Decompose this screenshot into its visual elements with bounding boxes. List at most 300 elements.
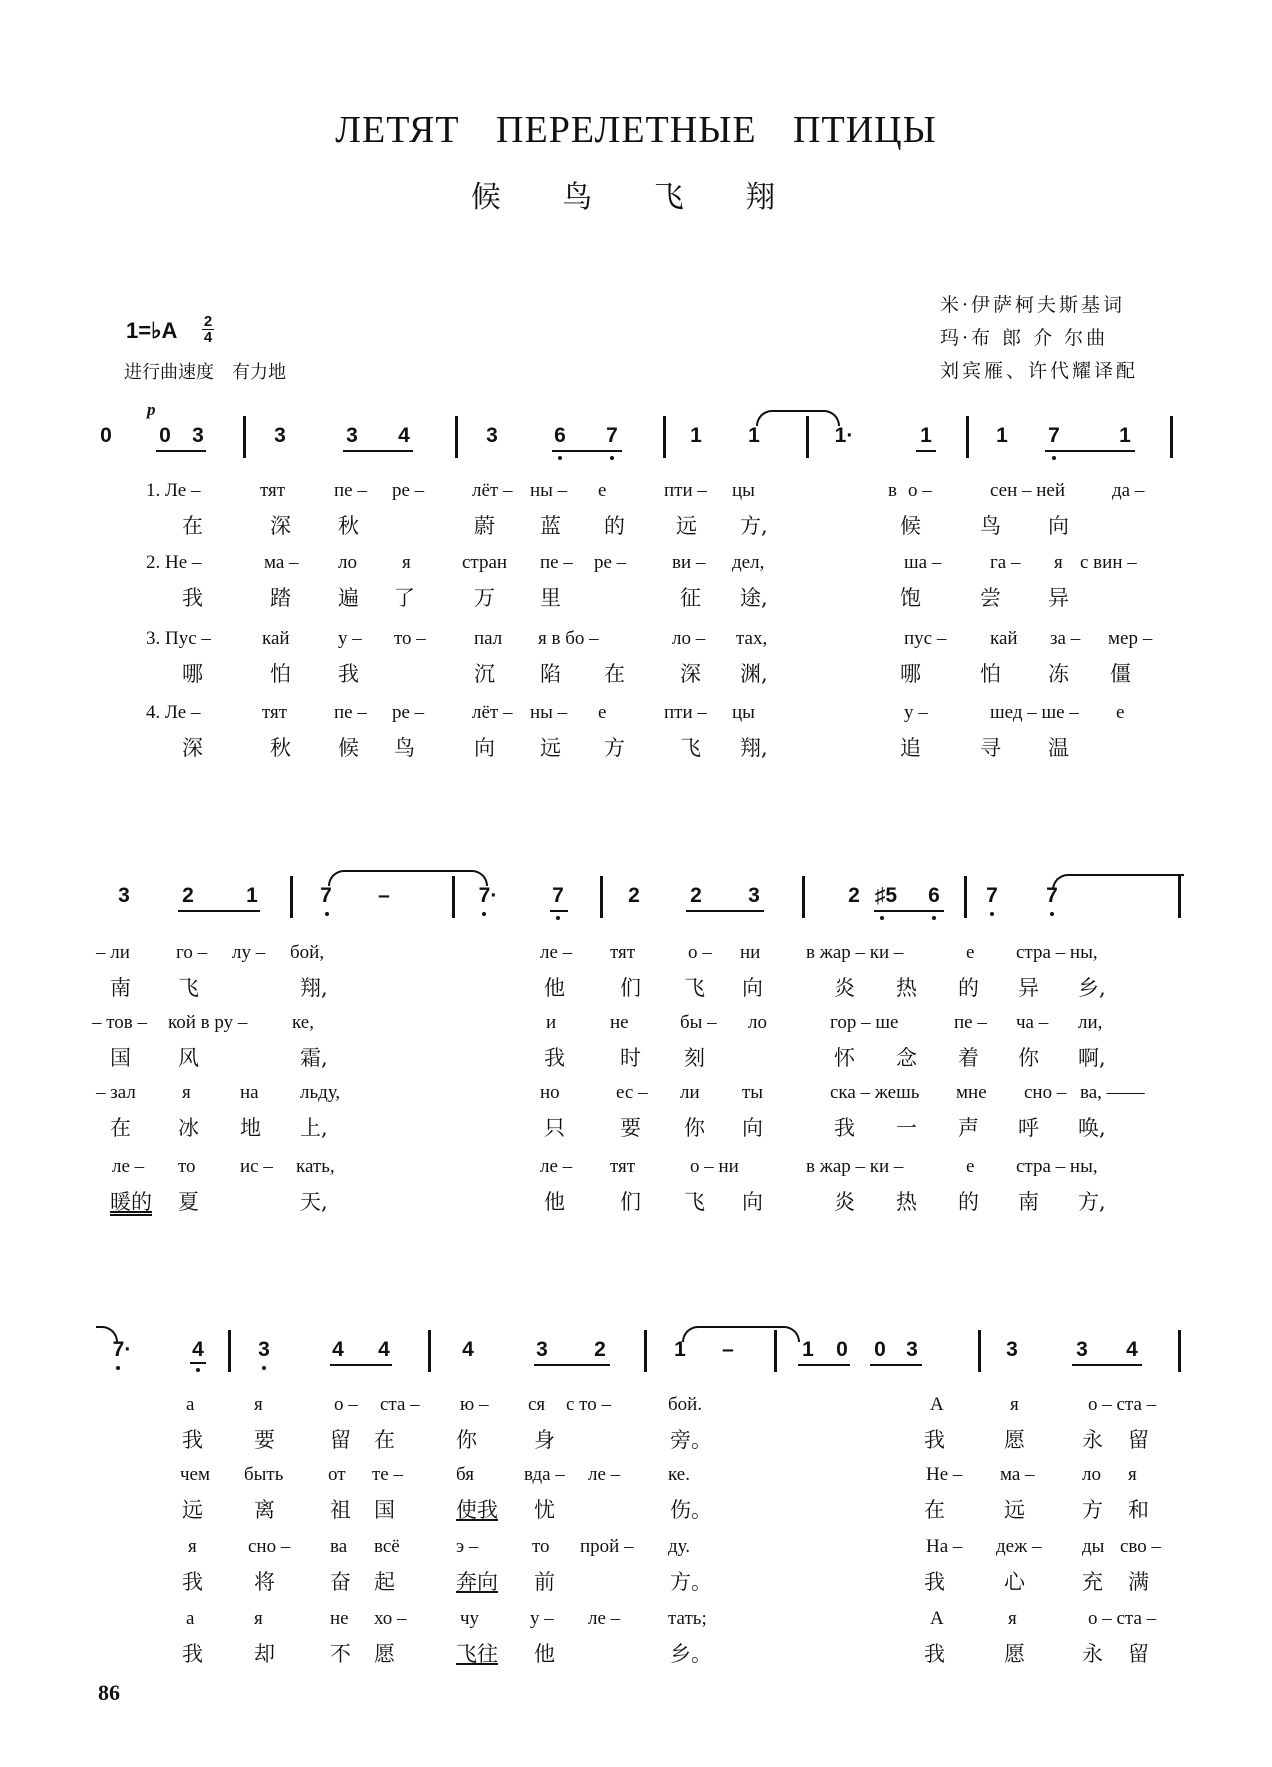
lyric-zh: 冻 xyxy=(1048,662,1069,686)
lower-octave-dot xyxy=(558,456,562,460)
lyric-ru: – ли xyxy=(96,942,130,963)
lyric-zh: 热 xyxy=(896,1190,917,1214)
lyric-zh: 我 xyxy=(182,1642,203,1666)
lyric-zh: 我 xyxy=(834,1116,855,1140)
note: 3 xyxy=(1076,1338,1088,1361)
translator-credit: 刘宾雁、许代耀译配 xyxy=(940,360,1139,382)
barline xyxy=(644,1330,647,1372)
note: 7· xyxy=(478,884,498,907)
barline xyxy=(600,876,603,918)
lyric-zh: 充 xyxy=(1082,1570,1103,1594)
lyric-ru: ша – xyxy=(904,552,942,573)
lyric-ru: мер – xyxy=(1108,628,1153,649)
barline xyxy=(1178,1330,1181,1372)
lyric-zh: 风 xyxy=(178,1046,199,1070)
beam xyxy=(874,910,944,912)
page-number: 86 xyxy=(98,1680,120,1705)
lyric-ru: быть xyxy=(244,1464,284,1485)
lyric-ru: то xyxy=(178,1156,196,1177)
note: 3 xyxy=(486,424,498,447)
lyric-ru: ли, xyxy=(1078,1012,1103,1033)
lyric-ru: сен – ней xyxy=(990,480,1066,501)
barline xyxy=(964,876,967,918)
lyric-ru: э – xyxy=(456,1536,479,1557)
lyric-zh: 却 xyxy=(254,1642,275,1666)
tie xyxy=(682,1326,800,1342)
lyric-ru: ска – жешь xyxy=(830,1082,920,1103)
lyric-ru: лёт – xyxy=(472,702,513,723)
lyric-ru: ло xyxy=(748,1012,767,1033)
lyric-zh: 远 xyxy=(540,736,561,760)
tie xyxy=(328,870,488,886)
lower-octave-dot xyxy=(932,916,936,920)
lyric-ru: я xyxy=(402,552,411,573)
lyric-ru: то xyxy=(532,1536,550,1557)
lyric-ru: а xyxy=(186,1608,195,1629)
lyric-ru: а xyxy=(186,1394,195,1415)
lyric-zh: 向 xyxy=(742,1116,763,1140)
lyric-zh: 深 xyxy=(270,514,291,538)
note: 3 xyxy=(1006,1338,1018,1361)
lyric-zh: 哪 xyxy=(182,662,203,686)
lyric-zh: 饱 xyxy=(900,586,921,610)
lyric-zh: 永 xyxy=(1082,1642,1103,1666)
lyric-ru: ты xyxy=(742,1082,764,1103)
lower-octave-dot xyxy=(1050,912,1054,916)
beam xyxy=(1045,450,1135,452)
lyric-ru: ду. xyxy=(668,1536,691,1557)
beam xyxy=(550,910,568,912)
note: 4 xyxy=(192,1338,204,1361)
lyric-zh: 在 xyxy=(110,1116,131,1140)
lyric-zh: 陷 xyxy=(540,662,561,686)
lyric-zh: 国 xyxy=(374,1498,395,1522)
lyric-zh: 着 xyxy=(958,1046,979,1070)
lyric-ru: тят xyxy=(610,1156,636,1177)
lyric-ru: тят xyxy=(610,942,636,963)
lyric-zh: 你 xyxy=(1018,1046,1039,1070)
key-signature: 1=♭A xyxy=(126,318,178,343)
lyric-ru: ни xyxy=(740,942,761,963)
lyric-ru: не xyxy=(610,1012,629,1033)
lyric-ru: у – xyxy=(904,702,928,723)
lyric-ru: ны – xyxy=(530,480,568,501)
lyric-zh: 我 xyxy=(924,1428,945,1452)
lyric-zh: 向 xyxy=(742,1190,763,1214)
lyric-ru: пе – xyxy=(334,480,367,501)
lyric-zh: 要 xyxy=(620,1116,641,1140)
note: 7 xyxy=(1048,424,1060,447)
lyric-zh: 伤。 xyxy=(670,1498,712,1522)
lyric-ru: – зал xyxy=(96,1082,136,1103)
lyric-ru: пус – xyxy=(904,628,947,649)
lyric-ru: дел, xyxy=(732,552,765,573)
lyric-ru: ви – xyxy=(672,552,706,573)
lyric-ru: ке, xyxy=(292,1012,314,1033)
lyric-zh: 地 xyxy=(240,1116,261,1140)
lyric-zh: 方。 xyxy=(670,1570,712,1594)
lyric-zh: 永 xyxy=(1082,1428,1103,1452)
lyric-ru: А xyxy=(930,1608,944,1629)
beam xyxy=(534,1364,610,1366)
lyric-zh: 他 xyxy=(544,976,565,1000)
lyric-ru: с то – xyxy=(566,1394,611,1415)
lyric-zh: 渊, xyxy=(740,662,768,686)
lyric-ru: бой. xyxy=(668,1394,703,1415)
barline xyxy=(243,416,246,458)
note: 0 xyxy=(100,424,112,447)
barline xyxy=(802,876,805,918)
lyric-ru: с вин – xyxy=(1080,552,1137,573)
lyric-zh: 愿 xyxy=(1004,1428,1025,1452)
lyric-zh: 起 xyxy=(374,1570,395,1594)
lyric-zh: 向 xyxy=(1048,514,1069,538)
lyric-zh: 声 xyxy=(958,1116,979,1140)
lyric-ru: не xyxy=(330,1608,349,1629)
lyric-ru: те – xyxy=(372,1464,403,1485)
lyric-zh: 愿 xyxy=(1004,1642,1025,1666)
beam xyxy=(916,450,936,452)
lyric-zh: 秋 xyxy=(338,514,359,538)
composer-credit: 玛·布 郎 介 尔曲 xyxy=(940,327,1109,349)
lyric-zh: 追 xyxy=(900,736,921,760)
lyric-zh: 身 xyxy=(534,1428,555,1452)
note: 1· xyxy=(834,424,854,447)
lyric-zh: 蓝 xyxy=(540,514,561,538)
note: 2 xyxy=(690,884,702,907)
note: 1 xyxy=(674,1338,686,1361)
lyric-ru: я xyxy=(188,1536,197,1557)
time-signature-bottom: 4 xyxy=(203,329,213,346)
lyric-zh: 蔚 xyxy=(474,514,495,538)
lyric-zh: 我 xyxy=(544,1046,565,1070)
lyric-ru: чу xyxy=(460,1608,480,1629)
lyric-zh: 愿 xyxy=(374,1642,395,1666)
lyric-zh: 将 xyxy=(254,1570,275,1594)
lyric-ru: я xyxy=(1128,1464,1137,1485)
lyric-zh: 方, xyxy=(1078,1190,1106,1214)
lyric-ru: тах, xyxy=(736,628,768,649)
lyric-zh: 我 xyxy=(338,662,359,686)
lyric-ru: я xyxy=(254,1608,263,1629)
lower-octave-dot xyxy=(1052,456,1056,460)
lyric-zh: 暖的 xyxy=(110,1190,152,1214)
lyric-ru: – тов – xyxy=(92,1012,148,1033)
lyric-ru: от xyxy=(328,1464,346,1485)
lyric-zh: 向 xyxy=(742,976,763,1000)
beam xyxy=(552,450,622,452)
lyric-zh: 深 xyxy=(182,736,203,760)
lyric-ru: бы – xyxy=(680,1012,717,1033)
note: 7· xyxy=(112,1338,132,1361)
lyric-ru: ес – xyxy=(616,1082,648,1103)
note: 0 xyxy=(836,1338,848,1361)
lyric-ru: ло xyxy=(338,552,357,573)
lyric-ru: на xyxy=(240,1082,259,1103)
lyric-zh: 炎 xyxy=(834,1190,855,1214)
lyric-ru: ма – xyxy=(1000,1464,1035,1485)
barline xyxy=(290,876,293,918)
lyric-ru: цы xyxy=(732,480,755,501)
lyric-zh: 们 xyxy=(620,1190,641,1214)
dynamic-marking: p xyxy=(147,400,156,419)
lyric-ru: ре – xyxy=(392,702,425,723)
note: 1 xyxy=(748,424,760,447)
lower-octave-dot xyxy=(556,916,560,920)
lyric-zh: 你 xyxy=(684,1116,705,1140)
lyric-ru: Не – xyxy=(926,1464,963,1485)
lyric-zh: 要 xyxy=(254,1428,275,1452)
lyric-zh: 奔向 xyxy=(456,1570,498,1594)
note: 3 xyxy=(118,884,130,907)
lyric-zh: 奋 xyxy=(330,1570,351,1594)
lyric-ru: ва, —— xyxy=(1080,1082,1145,1103)
lyric-zh: 霜, xyxy=(300,1046,328,1070)
lyric-zh: 远 xyxy=(676,514,697,538)
lyric-zh: 南 xyxy=(1018,1190,1039,1214)
lyric-zh: 他 xyxy=(534,1642,555,1666)
lyric-ru: то – xyxy=(394,628,426,649)
lyric-ru: ли xyxy=(680,1082,700,1103)
lyric-ru: хо – xyxy=(374,1608,407,1629)
lyric-ru: о – ни xyxy=(690,1156,739,1177)
lyric-ru: 3. Пус – xyxy=(146,628,211,649)
lyric-zh: 温 xyxy=(1048,736,1069,760)
lyric-ru: стран xyxy=(462,552,508,573)
note: – xyxy=(722,1338,734,1361)
note: 1 xyxy=(996,424,1008,447)
lyric-zh: 我 xyxy=(924,1570,945,1594)
lyric-ru: 1. Ле – xyxy=(146,480,201,501)
barline xyxy=(452,876,455,918)
barline xyxy=(1170,416,1173,458)
lower-octave-dot xyxy=(196,1368,200,1372)
beam xyxy=(343,450,413,452)
lyric-zh: 深 xyxy=(680,662,701,686)
lower-octave-dot xyxy=(325,912,329,916)
lyric-ru: я в бо – xyxy=(538,628,599,649)
time-signature-top: 2 xyxy=(203,313,213,330)
lyric-ru: гор – ше xyxy=(830,1012,899,1033)
note: 6 xyxy=(928,884,940,907)
lyric-ru: льду, xyxy=(300,1082,341,1103)
lyric-zh: 踏 xyxy=(270,586,291,610)
lyric-ru: чем xyxy=(180,1464,211,1485)
lyric-ru: о – ста – xyxy=(1088,1608,1157,1629)
lyric-zh: 前 xyxy=(534,1570,555,1594)
note: 1 xyxy=(690,424,702,447)
beam xyxy=(870,1364,922,1366)
lyric-ru: о – ста – xyxy=(1088,1394,1157,1415)
lyric-ru: ле – xyxy=(588,1464,621,1485)
lyric-zh: 飞 xyxy=(680,736,701,760)
barline xyxy=(966,416,969,458)
song-title-chinese: 候 鸟 飞 翔 xyxy=(470,180,802,215)
lyric-ru: ны – xyxy=(530,702,568,723)
lyric-ru: пе – xyxy=(954,1012,987,1033)
lyric-ru: е xyxy=(966,942,975,963)
lyric-zh: 乡, xyxy=(1078,976,1106,1000)
lyric-zh: 上, xyxy=(300,1116,328,1140)
lyric-ru: пе – xyxy=(540,552,573,573)
lyric-zh: 炎 xyxy=(834,976,855,1000)
lyric-zh: 们 xyxy=(620,976,641,1000)
lyric-zh: 一 xyxy=(896,1116,917,1140)
lyric-zh: 在 xyxy=(182,514,203,538)
tie xyxy=(756,410,840,426)
lyric-zh: 的 xyxy=(604,514,625,538)
lyric-zh: 飞 xyxy=(178,976,199,1000)
lyric-zh: 只 xyxy=(544,1116,565,1140)
lyric-ru: мне xyxy=(956,1082,987,1103)
lyric-ru: у – xyxy=(530,1608,554,1629)
lyric-zh: 里 xyxy=(540,586,561,610)
lyric-ru: в xyxy=(888,480,897,501)
lyric-zh: 僵 xyxy=(1110,662,1131,686)
lyric-zh: 在 xyxy=(924,1498,945,1522)
lyric-zh: 了 xyxy=(394,586,415,610)
lyric-ru: кать, xyxy=(296,1156,335,1177)
lyric-ru: цы xyxy=(732,702,755,723)
note: 3 xyxy=(192,424,204,447)
lyric-ru: пе – xyxy=(334,702,367,723)
lyric-ru: ис – xyxy=(240,1156,273,1177)
lyric-zh: 在 xyxy=(374,1428,395,1452)
lyric-zh: 翔, xyxy=(740,736,768,760)
lyric-ru: в жар – ки – xyxy=(806,942,904,963)
lyric-ru: ста – xyxy=(380,1394,420,1415)
note: 3 xyxy=(274,424,286,447)
note: 3 xyxy=(346,424,358,447)
lyric-ru: ле – xyxy=(588,1608,621,1629)
lyric-ru: пти – xyxy=(664,480,707,501)
lyric-ru: я xyxy=(254,1394,263,1415)
lyric-ru: ся xyxy=(528,1394,546,1415)
lyric-zh: 我 xyxy=(924,1642,945,1666)
lyric-zh: 寻 xyxy=(980,736,1001,760)
beam xyxy=(156,450,206,452)
lyric-ru: в жар – ки – xyxy=(806,1156,904,1177)
beam xyxy=(190,1362,206,1364)
lyric-ru: лу – xyxy=(232,942,266,963)
lyric-ru: пал xyxy=(474,628,503,649)
lyric-ru: тать; xyxy=(668,1608,707,1629)
lyric-zh: 遍 xyxy=(338,586,359,610)
lyric-zh: 时 xyxy=(620,1046,641,1070)
note: 7 xyxy=(986,884,998,907)
lyric-ru: но xyxy=(540,1082,560,1103)
lyric-ru: тят xyxy=(262,702,288,723)
lyric-zh: 征 xyxy=(680,586,701,610)
lyric-ru: ле – xyxy=(112,1156,145,1177)
note: 1 xyxy=(802,1338,814,1361)
note: 2 xyxy=(628,884,640,907)
lyric-zh: 刻 xyxy=(684,1046,705,1070)
lyric-zh: 沉 xyxy=(474,662,495,686)
lyric-zh: 怀 xyxy=(834,1046,855,1070)
barline xyxy=(228,1330,231,1372)
lyric-ru: я xyxy=(1008,1608,1017,1629)
lyric-zh: 飞往 xyxy=(456,1642,498,1666)
lyric-ru: сно – xyxy=(1024,1082,1067,1103)
lyric-ru: ды xyxy=(1082,1536,1105,1557)
lower-octave-dot xyxy=(482,912,486,916)
lyric-zh: 远 xyxy=(1004,1498,1025,1522)
note: 4 xyxy=(398,424,410,447)
lyric-ru: у – xyxy=(338,628,362,649)
barline xyxy=(806,416,809,458)
lyric-zh: 我 xyxy=(182,1570,203,1594)
beam xyxy=(1072,1364,1142,1366)
note: 2 xyxy=(594,1338,606,1361)
lyric-zh: 满 xyxy=(1128,1570,1149,1594)
barline xyxy=(978,1330,981,1372)
time-signature xyxy=(202,314,214,345)
note: 4 xyxy=(462,1338,474,1361)
lyric-ru: пти – xyxy=(664,702,707,723)
lyric-zh: 翔, xyxy=(300,976,328,1000)
lyric-zh: 异 xyxy=(1018,976,1039,1000)
lyric-zh: 向 xyxy=(474,736,495,760)
note: 4 xyxy=(1126,1338,1138,1361)
lyric-ru: ле – xyxy=(540,942,573,963)
lyric-ru: ма – xyxy=(264,552,299,573)
lyric-ru: е xyxy=(598,702,607,723)
lyric-zh: 鸟 xyxy=(980,514,1001,538)
lyric-ru: га – xyxy=(990,552,1021,573)
lower-octave-dot xyxy=(116,1366,120,1370)
lyric-zh: 夏 xyxy=(178,1190,199,1214)
lyric-ru: о – xyxy=(908,480,932,501)
lyric-ru: ре – xyxy=(392,480,425,501)
beam xyxy=(686,910,764,912)
beam xyxy=(330,1364,392,1366)
note: 7 xyxy=(320,884,332,907)
lyric-ru: ло xyxy=(1082,1464,1101,1485)
lyric-zh: 国 xyxy=(110,1046,131,1070)
lyric-ru: кай xyxy=(990,628,1018,649)
lyric-zh: 我 xyxy=(182,1428,203,1452)
lyric-ru: А xyxy=(930,1394,944,1415)
lyric-zh: 方, xyxy=(740,514,768,538)
note: 1 xyxy=(1119,424,1131,447)
lyric-zh: 怕 xyxy=(270,662,291,686)
lyric-ru: кой в ру – xyxy=(168,1012,248,1033)
lyric-ru: я xyxy=(1054,552,1063,573)
note: 7 xyxy=(552,884,564,907)
lyric-ru: ле – xyxy=(540,1156,573,1177)
lyric-ru: кай xyxy=(262,628,290,649)
note: 7 xyxy=(1046,884,1058,907)
lyric-ru: е xyxy=(966,1156,975,1177)
lyric-ru: бой, xyxy=(290,942,325,963)
lyric-zh: 唤, xyxy=(1078,1116,1106,1140)
lyric-zh: 你 xyxy=(456,1428,477,1452)
lyric-ru: за – xyxy=(1050,628,1081,649)
lyric-ru: стра – ны, xyxy=(1016,942,1098,963)
lyric-ru: я xyxy=(182,1082,191,1103)
lyric-zh: 和 xyxy=(1128,1498,1149,1522)
note: 1 xyxy=(920,424,932,447)
beam xyxy=(178,910,260,912)
lyric-ru: бя xyxy=(456,1464,474,1485)
lyric-zh: 祖 xyxy=(330,1498,351,1522)
lyric-zh: 鸟 xyxy=(394,736,415,760)
barline xyxy=(1178,876,1181,918)
lyric-zh: 心 xyxy=(1004,1570,1025,1594)
lyric-zh: 留 xyxy=(1128,1428,1149,1452)
lyric-ru: ю – xyxy=(460,1394,489,1415)
